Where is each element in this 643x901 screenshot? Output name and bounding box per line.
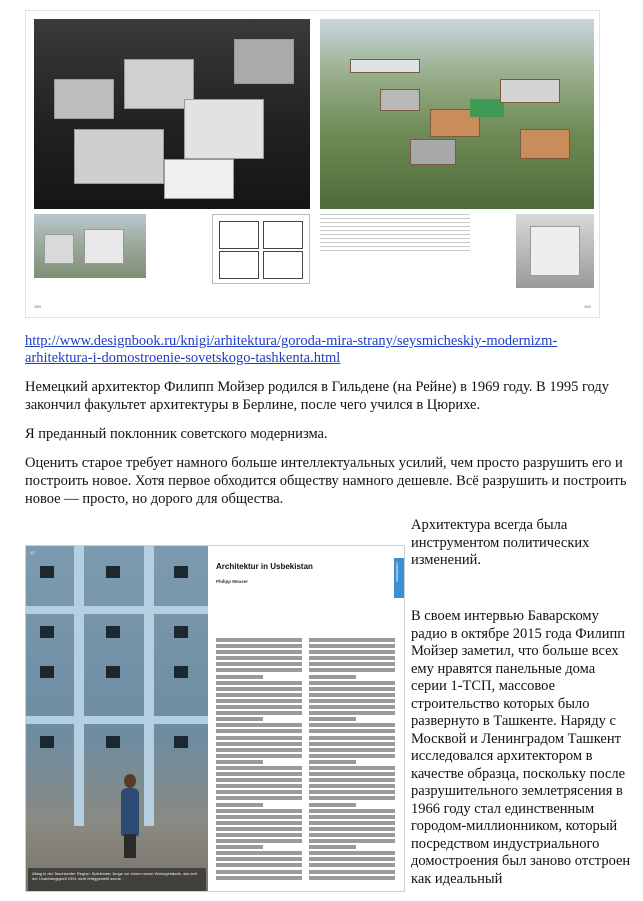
magazine-text-line — [216, 675, 263, 679]
magazine-text-line — [216, 748, 302, 752]
magazine-text-line — [216, 851, 302, 855]
magazine-spread-image — [25, 545, 405, 892]
magazine-text-line — [309, 711, 395, 715]
magazine-text-line — [309, 644, 395, 648]
magazine-text-line — [216, 845, 263, 849]
magazine-text-line — [216, 705, 302, 709]
magazine-text-line — [309, 742, 395, 746]
side-paragraph-interview: В своем интервью Баварскому радио в октябре 2015 года Филипп Мойзер заметил, что больше всех ему нравятся панельные дома серии 1-ТСП, массовое строительство которых было развернуто в Ташкенте. Наряду с Москвой и Ленинградом Ташкент исследовался архитектором в качестве образца, поскольку после разрушительного землетрясения в 1966 году стал единственным городом-миллионником, который посредством индустриального домостроения был заново отстроен как идеальный — [411, 608, 631, 887]
magazine-text-line — [309, 809, 395, 813]
magazine-text-line — [309, 851, 395, 855]
magazine-text-line — [216, 736, 302, 740]
magazine-text-line — [309, 656, 395, 660]
magazine-text-line — [216, 711, 302, 715]
magazine-text-line — [216, 729, 302, 733]
magazine-section-tab-label: Usbekistan — [395, 562, 400, 582]
magazine-text-line — [216, 815, 302, 819]
district-photo — [34, 214, 146, 278]
magazine-text-line — [309, 790, 395, 794]
magazine-article-author: Philipp Meuser — [216, 579, 249, 584]
magazine-text-line — [216, 870, 302, 874]
magazine-text-line — [309, 705, 395, 709]
magazine-text-column-1 — [216, 638, 302, 888]
spread-caption-right — [320, 214, 470, 254]
magazine-text-line — [216, 681, 302, 685]
magazine-text-line — [216, 662, 302, 666]
night-buildings-photo — [34, 19, 310, 209]
site-plan-photo — [516, 214, 594, 288]
magazine-text-line — [309, 796, 395, 800]
magazine-text-line — [309, 815, 395, 819]
magazine-text-line — [309, 723, 395, 727]
magazine-text-line — [309, 827, 395, 831]
magazine-text-line — [216, 772, 302, 776]
magazine-text-line — [216, 821, 302, 825]
magazine-text-line — [216, 876, 302, 880]
magazine-text-line — [216, 833, 302, 837]
magazine-text-line — [216, 839, 302, 843]
magazine-text-line — [309, 778, 395, 782]
magazine-text-line — [309, 760, 356, 764]
magazine-text-line — [309, 668, 395, 672]
magazine-text-line — [216, 784, 302, 788]
magazine-text-line — [216, 827, 302, 831]
panel-building-photo — [26, 546, 208, 892]
magazine-text-line — [309, 693, 395, 697]
magazine-photo-caption: Alltag in der Taschkenter Region: Spielender Junge vor einem neuen Wohngebäude, das seit der Unabhängigkeit 1991 nicht fertiggestellt wurde. — [28, 868, 206, 892]
magazine-text-line — [309, 675, 356, 679]
magazine-text-line — [309, 833, 395, 837]
magazine-text-line — [309, 821, 395, 825]
magazine-text-line — [309, 687, 395, 691]
magazine-text-line — [309, 736, 395, 740]
magazine-text-line — [309, 650, 395, 654]
magazine-text-line — [309, 699, 395, 703]
magazine-text-line — [309, 863, 395, 867]
magazine-text-line — [216, 693, 302, 697]
page-number-right: 193 — [584, 304, 591, 309]
magazine-text-line — [216, 650, 302, 654]
magazine-text-line — [216, 857, 302, 861]
magazine-text-line — [216, 766, 302, 770]
magazine-page-number: 12 — [30, 550, 35, 555]
magazine-text-line — [309, 748, 395, 752]
magazine-article-title: Architektur in Usbekistan — [216, 562, 313, 571]
magazine-text-line — [216, 742, 302, 746]
side-paragraph-politics: Архитектура всегда была инструментом политических изменений. — [411, 517, 590, 568]
magazine-text-line — [216, 687, 302, 691]
magazine-text-line — [309, 876, 395, 880]
magazine-text-line — [309, 754, 395, 758]
magazine-text-line — [216, 809, 302, 813]
magazine-text-line — [216, 699, 302, 703]
magazine-text-line — [309, 638, 395, 642]
source-link-block — [25, 333, 625, 367]
magazine-text-line — [309, 803, 356, 807]
magazine-text-line — [216, 656, 302, 660]
page-number-left: 190 — [34, 304, 41, 309]
magazine-text-line — [309, 662, 395, 666]
magazine-text-column-2 — [309, 638, 395, 888]
magazine-text-line — [216, 668, 302, 672]
magazine-text-line — [309, 839, 395, 843]
magazine-text-line — [216, 778, 302, 782]
magazine-text-line — [309, 857, 395, 861]
magazine-text-line — [216, 760, 263, 764]
magazine-text-line — [309, 772, 395, 776]
source-link-line-1: http://www.designbook.ru/knigi/arhitektura/goroda-mira-strany/seysmicheskiy-modernizm- — [25, 333, 558, 349]
magazine-text-line — [309, 717, 356, 721]
magazine-text-line — [309, 870, 395, 874]
source-link[interactable] — [25, 333, 557, 366]
magazine-text-line — [216, 717, 263, 721]
source-link-line-2: arhitektura-i-domostroenie-sovetskogo-tashkenta.html — [25, 350, 341, 366]
magazine-text-line — [216, 796, 302, 800]
magazine-text-line — [216, 644, 302, 648]
magazine-text-line — [309, 784, 395, 788]
magazine-text-line — [216, 803, 263, 807]
book-spread-image — [25, 10, 600, 318]
paragraph-opinion: Оценить старое требует намного больше интеллектуальных усилий, чем просто разрушить его и построить новое. Хотя первое обходится обществу намного дешевле. Всё разрушить и построить новое — просто, но дорого для общества. — [25, 455, 627, 507]
magazine-text-line — [309, 766, 395, 770]
paragraph-quote: Я преданный поклонник советского модернизма. — [25, 426, 328, 442]
magazine-text-line — [216, 863, 302, 867]
magazine-text-line — [216, 723, 302, 727]
magazine-text-line — [309, 845, 356, 849]
floor-plan-drawing — [212, 214, 310, 284]
magazine-section-tab — [394, 558, 404, 598]
magazine-text-line — [216, 638, 302, 642]
magazine-text-line — [309, 681, 395, 685]
aerial-neighborhood-photo — [320, 19, 594, 209]
paragraph-biography: Немецкий архитектор Филипп Мойзер родился в Гильдене (на Рейне) в 1969 году. В 1995 году закончил факультет архитектуры в Берлине, после чего учился в Цюрихе. — [25, 379, 610, 413]
magazine-text-line — [309, 729, 395, 733]
magazine-text-line — [216, 790, 302, 794]
magazine-text-line — [216, 754, 302, 758]
